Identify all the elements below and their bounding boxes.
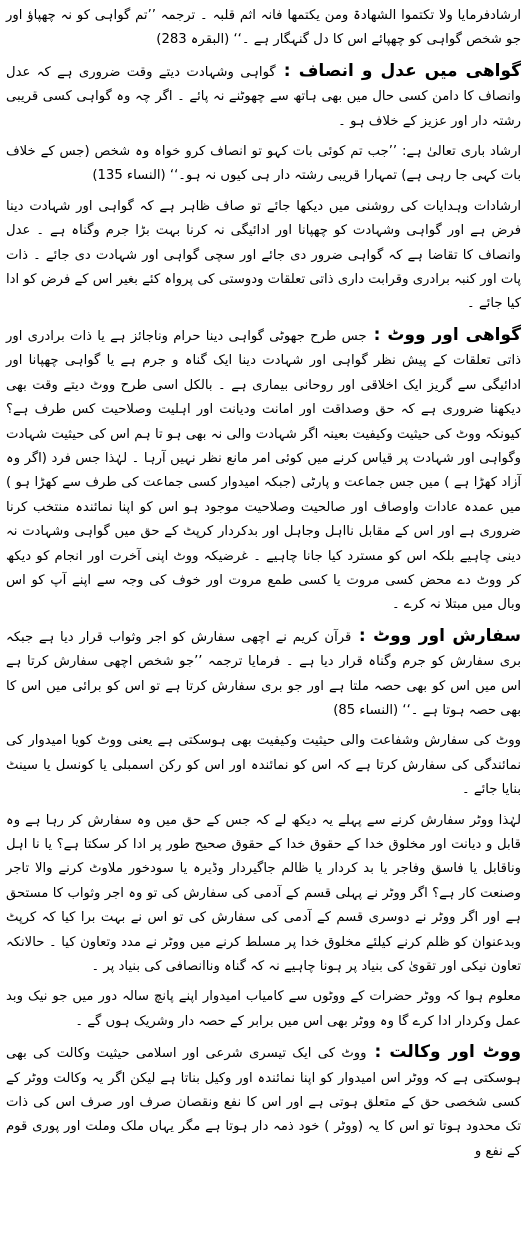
paragraph-text: ارشادفرمایا ولا تکتموا الشھادۃ ومن یکتمھا فانہ اثم قلبہ ۔ ترجمہ ’’تم گواہی کو نہ چھپاؤ اور جو شخص گواہی کو چھپائے اس کا دل گنہگار ہے ۔‘‘ (البقرہ 283) [6,8,521,48]
paragraph-text: گواہی وشہادت دیتے وقت ضروری ہے کہ عدل وانصاف کا دامن کسی حال میں بھی ہاتھ سے چھوٹنے نہ پائے ۔ اگر چہ وہ گواہی کسی قریبی رشتہ دار اور عزیز کے خلاف ہو ۔ [6,64,521,129]
paragraph-text: معلوم ہوا کہ ووٹر حضرات کے ووٹوں سے کامیاب امیدوار اپنے پانچ سالہ دور میں جو نیک وبد عمل وکردار ادا کرے گا وہ ووٹر بھی اس میں برابر کے حصہ دار وشریک ہوں گے ۔ [6,989,521,1029]
section-heading: ووٹ اور وکالت : [366,1042,521,1062]
paragraph-text: قرآن کریم نے اچھی سفارش کو اجر وثواب قرار دیا ہے جبکہ بری سفارش کو جرم وگناہ قرار دیا ہے ۔ فرمایا ترجمہ ’’جو شخص اچھی سفارش کرتا ہے اس میں اس کو بھی حصہ ملتا ہے اور جو بری سفارش کرتا ہے تو اس کو برائی میں اس کا بھی حصہ ہوتا ہے ۔‘‘ (النساء 85) [6,629,521,718]
section-heading: گواھی میں عدل و انصاف : [276,61,521,81]
paragraph-text: ارشادات وہدایات کی روشنی میں دیکھا جائے تو صاف ظاہر ہے کہ گواہی اور شہادت دینا فرض ہے اور گواہی وشہادت کو چھپانا اور ادائیگی نہ کرنا بہت بڑا جرم وگناہ ہے ۔ عدل وانصاف کا تقاضا ہے کہ گواہی ضرور دی جائے اور سچی گواہی اور شہادت دی جائے ۔ ذات پات اور کنبہ برادری وقرابت داری ذاتی تعلقات ودوستی کی پرواہ کئے بغیر اس کے فرض کو ادا کیا جائے ۔ [6,198,521,312]
section-heading: گواھی اور ووٹ : [367,325,521,345]
paragraph-quran-verse [6,4,521,53]
paragraph-guidance [6,195,521,317]
paragraph-text: ووٹ کی ایک تیسری شرعی اور اسلامی حیثیت وکالت کی بھی ہوسکتی ہے کہ ووٹر اس امیدوار کو اپنا نمائندہ اور وکیل بناتا ہے لیکن اگر یہ وکالت ووٹر کے کسی شخصی حق کے متعلق ہوتی ہے اور اس کا نفع ونقصان صرف اور صرف اس کی ذات تک محدود ہوتا تو اس کا یہ (ووٹر ) خود ذمہ دار ہوتا ہے مگر یہاں ملک وملت اور پوری قوم کے نفع و [6,1046,521,1159]
paragraph-recommendation-and-vote [6,624,521,724]
paragraph-voter-responsibility [6,809,521,980]
paragraph-shared-accountability [6,985,521,1034]
paragraph-text: لہٰذا ووٹر سفارش کرنے سے پہلے یہ دیکھ لے کہ جس کے حق میں وہ سفارش کر رہا ہے وہ قابل و دیانت اور مخلوق خدا کے حقوق خدا کے حقوق صحیح طور پر ادا کر سکتا ہے؟ یا نا اہل وناقابل یا فاسق وفاجر یا بد کردار یا ظالم جاگیردار وڈیرہ یا سودخور ملاوٹ کرنے والا تاجر وصنعت کار ہے؟ اگر ووٹر نے پہلی قسم کے آدمی کی سفارش کی تو وہ اجر وثواب کا مستحق ہے اور اگر ووٹر نے دوسری قسم کے آدمی کی سفارش کی تو اس نے بہت برا کیا کہ کرپٹ وبدعنوان کو ظلم کرنے کیلئے مخلوق خدا پر مسلط کرنے میں ووٹر نے مدد وتعاون کیا ۔ حالانکہ تعاون نیکی اور تقویٰ کی بنیاد پر ہونا چاہیے نہ کہ گناہ وناانصافی کی بنیاد پر ۔ [6,812,521,975]
paragraph-text: ووٹ کی سفارش وشفاعت والی حیثیت وکیفیت بھی ہوسکتی ہے یعنی ووٹ کویا امیدوار کی نمائندگی کی سفارش کرتا ہے کہ اس کو نمائندہ اور اس کو رکن اسمبلی یا کونسل یا سینٹ بنایا جائے ۔ [6,733,521,798]
paragraph-divine-command [6,140,521,189]
paragraph-text: ارشاد باری تعالیٰ ہے: ’’جب تم کوئی بات کہو تو انصاف کرو خواہ وہ شخص (جس کے خلاف بات کہی جا رہی ہے) تمہارا قریبی رشتہ دار ہی کیوں نہ ہو۔‘‘ (النساء 135) [6,144,521,184]
paragraph-vote-as-intercession [6,729,521,802]
section-heading: سفارش اور ووٹ : [351,626,521,646]
paragraph-testimony-and-vote [6,323,521,618]
paragraph-text: جس طرح جھوٹی گواہی دینا حرام وناجائز ہے یا ذات برادری اور ذاتی تعلقات کے پیش نظر گواہی اور شہادت دینا ایک گناہ و جرم ہے یا گواہی چھپانا اور ادائیگی سے گریز ایک اخلاقی اور روحانی بیماری ہے ۔ بالکل اسی طرح ووٹ دیتے وقت بھی دیکھنا ضروری ہے کہ حق وصداقت اور امانت ودیانت اور اہلیت وصلاحیت کس طرف ہے؟ کیونکہ ووٹ کی حیثیت وکیفیت بعینہ اگر شہادت والی نہ بھی ہو تا ہم اس کی حیثیت شہادت وگواہی اور شہادت پر قیاس کرنے میں کوئی امر مانع نظر نہیں آرہا ۔ لہٰذا جس فرد (اگر وہ آزاد کھڑا ہے ) میں جس جماعت و پارٹی (جبکہ امیدوار کسی جماعت کی طرف سے کھڑا ہو ) میں عمدہ عادات واوصاف اور صالحیت وصلاحیت موجود ہو اس کو اپنا نمائندہ منتخب کرنا ضروری ہے اور اس کے مقابل نااہل وجاہل اور بدکردار کرپٹ کے حق میں گواہی وشہادت نہ دینی چاہیے بلکہ اس کو مسترد کیا جانا چاہیے ۔ غرضیکہ ووٹ اپنی آخرت اور انجام کو دیکھ کر ووٹ دے محض کسی مروت یا کسی طمع مروت اور خوف کی وجہ سے اپنے آپ کو اس وبال میں مبتلا نہ کرے ۔ [6,328,521,613]
paragraph-vote-and-agency [6,1040,521,1164]
paragraph-justice-in-testimony [6,59,521,134]
